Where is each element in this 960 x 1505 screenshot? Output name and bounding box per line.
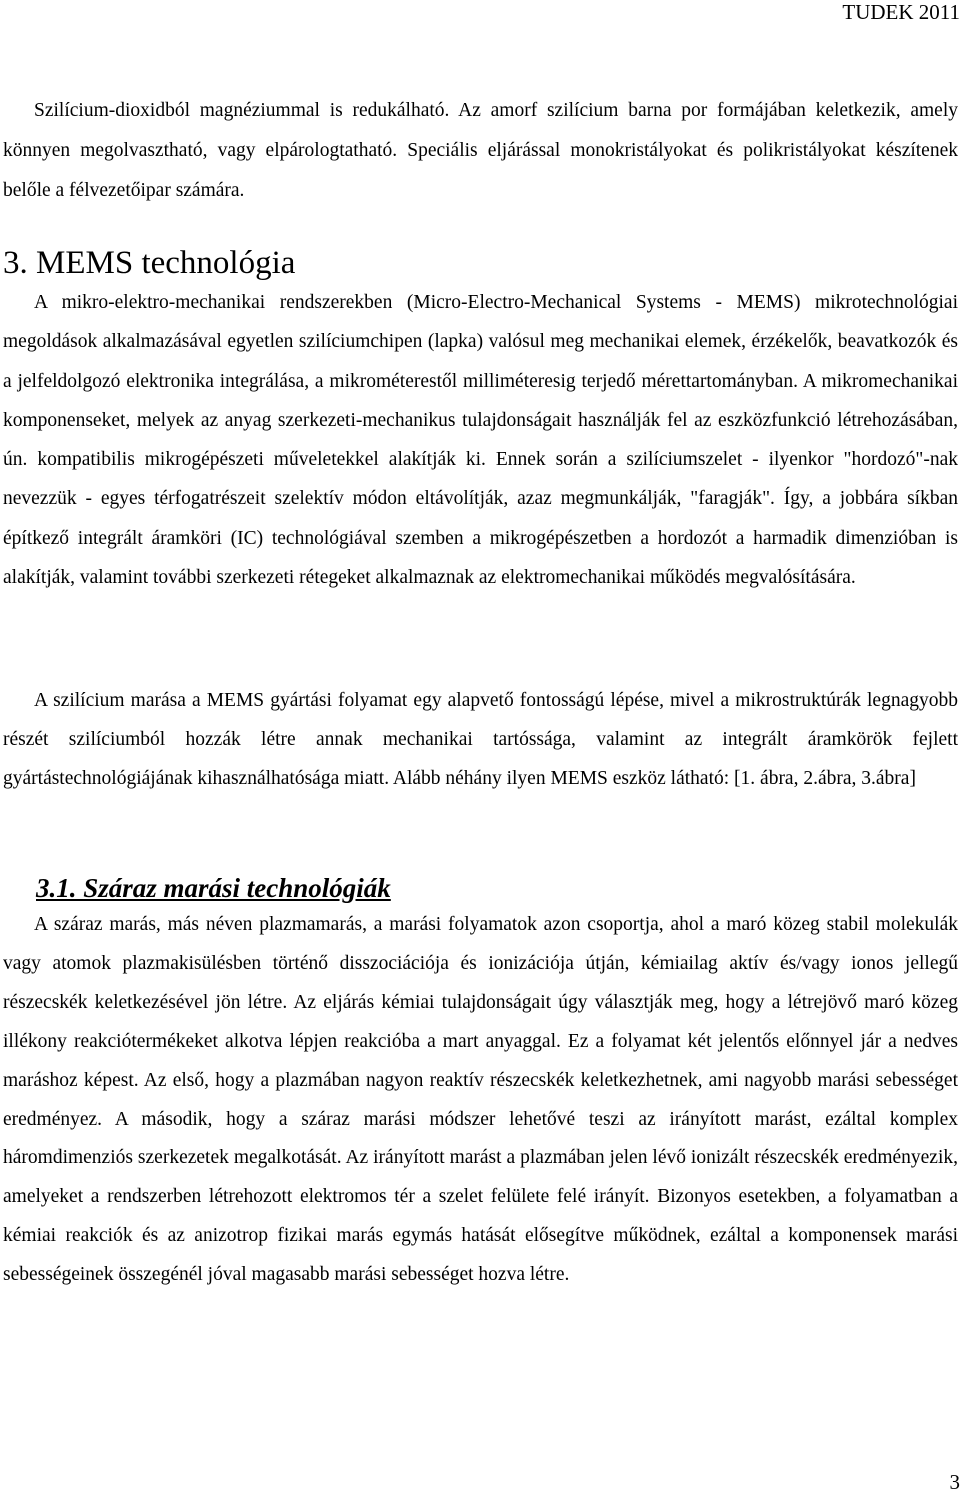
intro-paragraph: Szilícium-dioxidból magnéziummal is redukálható. Az amorf szilícium barna por formájában keletkezik, amely könnyen megolvasztható, vagy elpárologtatható. Speciális eljárással monokristályokat és polikristályokat készítenek belőle a félvezetőipar számára.	[3, 100, 958, 201]
subsection-heading-dry-etching: 3.1. Száraz marási technológiák	[36, 873, 391, 903]
section-heading-mems: 3. MEMS technológia	[3, 245, 296, 281]
etching-intro-paragraph: A szilícium marása a MEMS gyártási folyamat egy alapvető fontosságú lépése, mivel a mikrostruktúrák legnagyobb részét szilíciumból hozzák létre annak mechanikai tartóssága, valamint az integrált áramkörök fejlett gyártástechnológiájának kihasználhatósága miatt. Alább néhány ilyen MEMS eszköz látható: [1. ábra, 2.ábra, 3.ábra]	[3, 690, 958, 790]
running-header: TUDEK 2011	[842, 0, 960, 24]
page-number: 3	[949, 1470, 960, 1494]
mems-paragraph: A mikro-elektro-mechanikai rendszerekben (Micro-Electro-Mechanical Systems - MEMS) mikrotechnológiai megoldások alkalmazásával egyetlen szilíciumchipen (lapka) valósul meg mechanikai elemek, érzékelők, beavatkozók és a jelfeldolgozó elektronika integrálása, a mikrométerestől milliméteresig terjedő mérettartományban. A mikromechanikai komponenseket, melyek az anyag szerkezeti-mechanikus tulajdonságait használják fel az eszközfunkció létrehozásában, ún. kompatibilis mikrogépészeti műveletekkel alakítják ki. Ennek során a szilíciumszelet - ilyenkor "hordozó"-nak nevezzük - egyes térfogatrészeit szelektív módon eltávolítják, azaz megmunkálják, "faragják". Így, a jobbára síkban építkező integrált áramköri (IC) technológiával szemben a mikrogépészetben a hordozót a harmadik dimenzióban is alakítják, valamint további szerkezeti rétegeket alkalmaznak az elektromechanikai működés megvalósítására.	[3, 292, 958, 589]
dry-etching-paragraph: A száraz marás, más néven plazmamarás, a marási folyamatok azon csoportja, ahol a maró közeg stabil molekulák vagy atomok plazmakisülésben történő disszociációja és ionizációja útján, kémiailag aktív és/vagy ionos jellegű részecskék keletkezésével jön létre. Az eljárás kémiai tulajdonságait úgy választják meg, hogy a létrejövő maró közeg illékony reakciótermékeket alkotva lépjen reakcióba a mart anyaggal. Ez a folyamat két jelentős előnnyel jár a nedves maráshoz képest. Az első, hogy a plazmában nagyon reaktív részecskék keletkezhetnek, ami nagyobb marási sebességet eredményez. A második, hogy a száraz marási módszer lehetővé teszi az irányított marást, ezáltal komplex háromdimenziós szerkezetek megalkotását. Az irányított marást a plazmában jelen lévő ionizált részecskék eredményezik, amelyeket a rendszerben létrehozott elektromos tér a szelet felülete felé irányít. Bizonyos esetekben, a folyamatban a kémiai reakciók és az anizotrop fizikai marás egymás hatását elősegítve működnek, ezáltal a komponensek marási sebességeinek összegénél jóval magasabb marási sebességet hozva létre.	[3, 914, 958, 1286]
